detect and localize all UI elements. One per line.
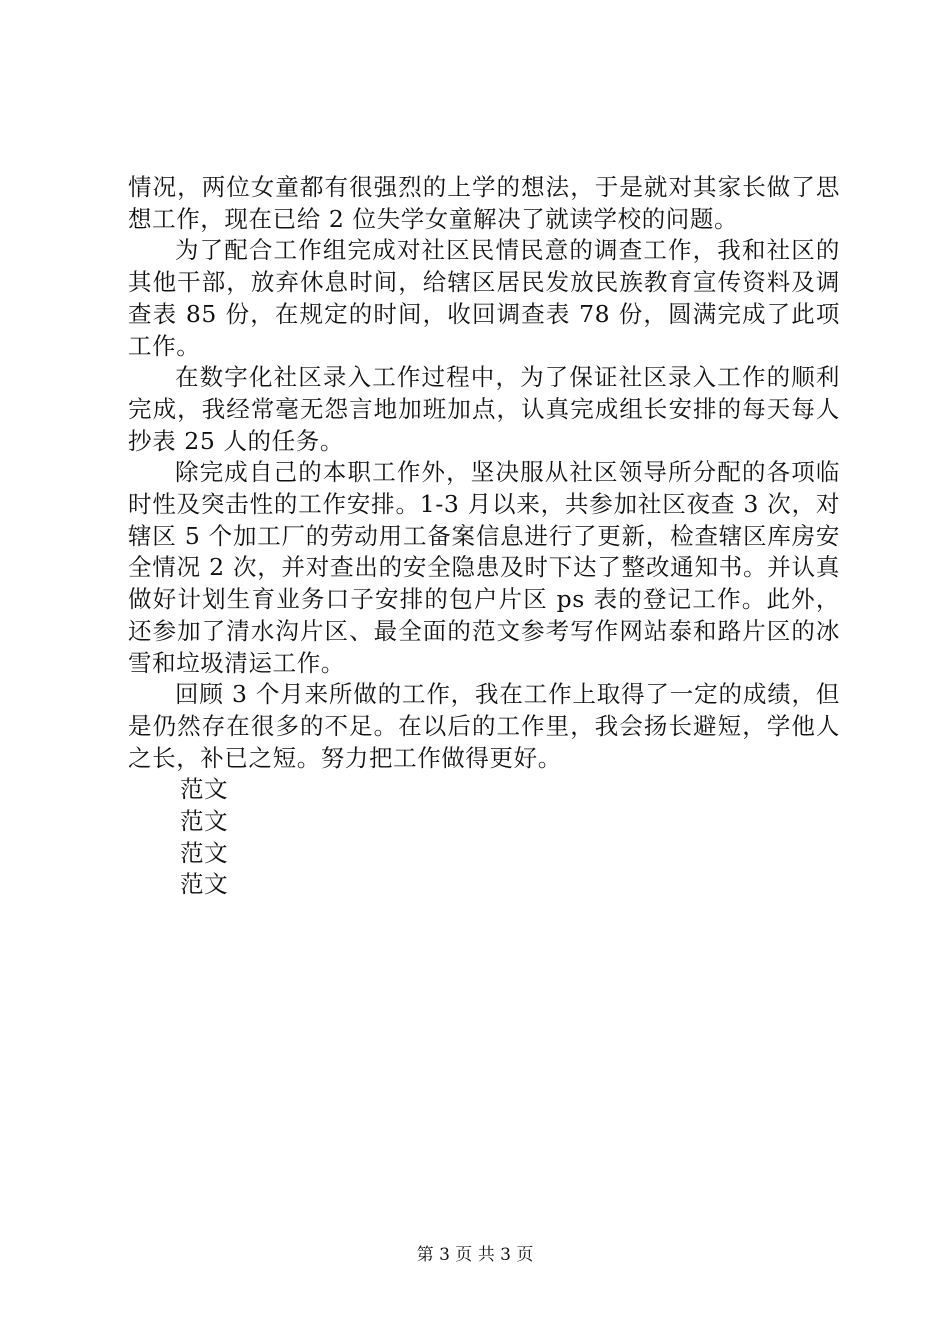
- paragraph-digital-entry: 在数字化社区录入工作过程中，为了保证社区录入工作的顺利完成，我经常毫无怨言地加班加点，认真完成组长安排的每天每人抄表 25 人的任务。: [128, 363, 840, 455]
- paragraph-survey: 为了配合工作组完成对社区民情民意的调查工作，我和社区的其他干部，放弃休息时间，给辖区居民发放民族教育宣传资料及调查表 85 份，在规定的时间，收回调查表 78 份，圆满完成了此项工作。: [128, 236, 840, 360]
- sample-text-line: 范文: [180, 807, 229, 836]
- page-footer: 第 3 页 共 3 页: [416, 1245, 534, 1265]
- paragraph-continued: 情况，两位女童都有很强烈的上学的想法，于是就对其家长做了思想工作，现在已给 2 位失学女童解决了就读学校的问题。: [128, 173, 840, 233]
- paragraph-temporary-tasks: 除完成自己的本职工作外，坚决服从社区领导所分配的各项临时性及突击性的工作安排。1-3 月以来，共参加社区夜查 3 次，对辖区 5 个加工厂的劳动用工备案信息进行了更新，检查辖区库房安全情况 2 次，并对查出的安全隐患及时下达了整改通知书。并认真做好计划生育业务口子安排的包户片区 ps 表的登记工作。此外，还参加了清水沟片区、最全面的范文参考写作网站泰和路片区的冰雪和垃圾清运工作。: [128, 458, 840, 677]
- sample-text-line: 范文: [180, 838, 229, 867]
- document-body: [128, 172, 840, 901]
- sample-text-line: 范文: [180, 870, 229, 899]
- sample-text-line: 范文: [180, 775, 229, 804]
- paragraph-review: 回顾 3 个月来所做的工作，我在工作上取得了一定的成绩，但是仍然存在很多的不足。在以后的工作里，我会扬长避短，学他人之长，补已之短。努力把工作做得更好。: [128, 680, 840, 772]
